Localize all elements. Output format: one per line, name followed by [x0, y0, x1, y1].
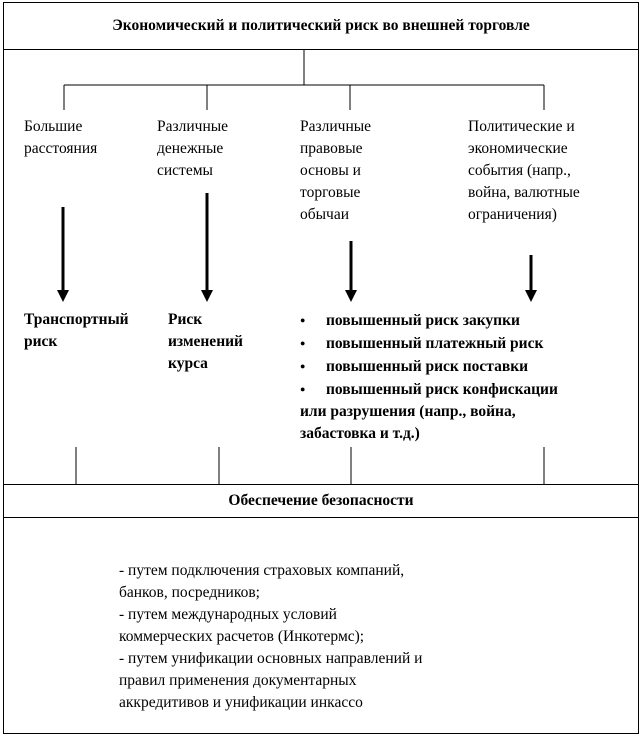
arrow-distance: [57, 207, 69, 302]
bullet-icon: ●: [300, 315, 306, 325]
list-item: ● повышенный риск закупки: [300, 309, 636, 332]
security-methods: - путем подключения страховых компаний, банков, посредников; - путем международных условий коммерческих расчетов (Инкотермс); - путем унификации основных направлений и правил применения документарных аккредитивов и унификации инкассо: [119, 562, 423, 711]
risk-exchange-rate: Риск изменений курса: [168, 311, 243, 372]
cause-distances: Большие расстояния: [24, 118, 98, 157]
list-item: ● повышенный риск поставки: [300, 355, 636, 378]
list-item: ● повышенный риск конфискации: [300, 378, 636, 401]
diagram-title: Экономический и политический риск во внешней торговле: [112, 17, 530, 34]
bullet-icon: ●: [300, 338, 306, 348]
cause-legal-bases: Различные правовые основы и торговые обычаи: [300, 118, 372, 223]
arrow-legal: [345, 241, 357, 302]
bullet-icon: ●: [300, 384, 306, 394]
arrow-political: [525, 255, 537, 302]
arrow-currency: [201, 193, 213, 302]
cause-currency-systems: Различные денежные системы: [157, 118, 229, 179]
risk-bullet-list: ● повышенный риск закупки ● повышенный платежный риск ● повышенный риск поставки ● повышенный риск конфискации или разрушения (напр., война, забастовка и т.д.): [300, 309, 636, 445]
bullet-icon: ●: [300, 361, 306, 371]
cause-political-events: Политические и экономические события (напр., война, валютные ограничения): [468, 118, 580, 223]
risk-transport: Транспортный риск: [24, 311, 129, 350]
list-item: ● повышенный платежный риск: [300, 332, 636, 355]
security-title: Обеспечение безопасности: [228, 492, 414, 509]
